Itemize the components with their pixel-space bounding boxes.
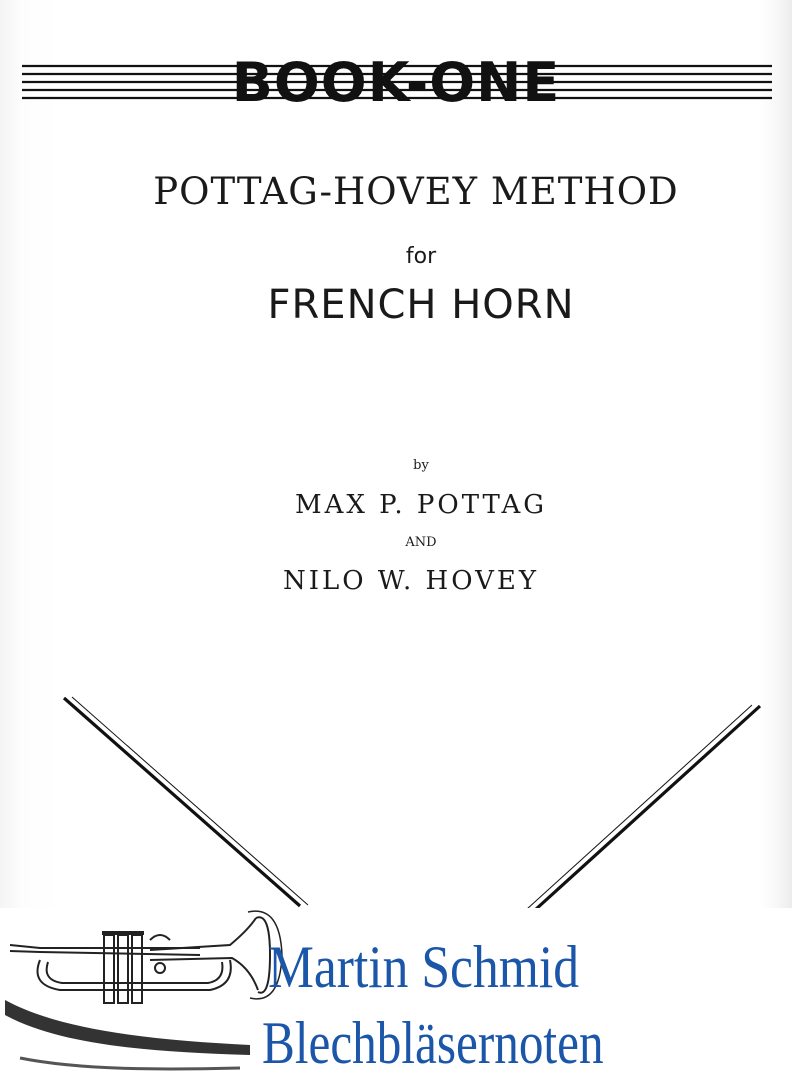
watermark-line1: Martin Schmid xyxy=(268,934,580,1000)
method-title: POTTAG-HOVEY METHOD xyxy=(153,170,679,213)
author-pottag: MAX P. POTTAG xyxy=(294,490,548,520)
book-label: BOOK-ONE xyxy=(231,51,561,114)
author-hovey: NILO W. HOVEY xyxy=(282,566,540,596)
for-label: for xyxy=(405,244,437,269)
watermark-line2: Blechbläsernoten xyxy=(262,1010,604,1076)
by-label: by xyxy=(413,458,429,473)
and-label: AND xyxy=(405,535,437,550)
instrument-title: FRENCH HORN xyxy=(267,282,575,328)
